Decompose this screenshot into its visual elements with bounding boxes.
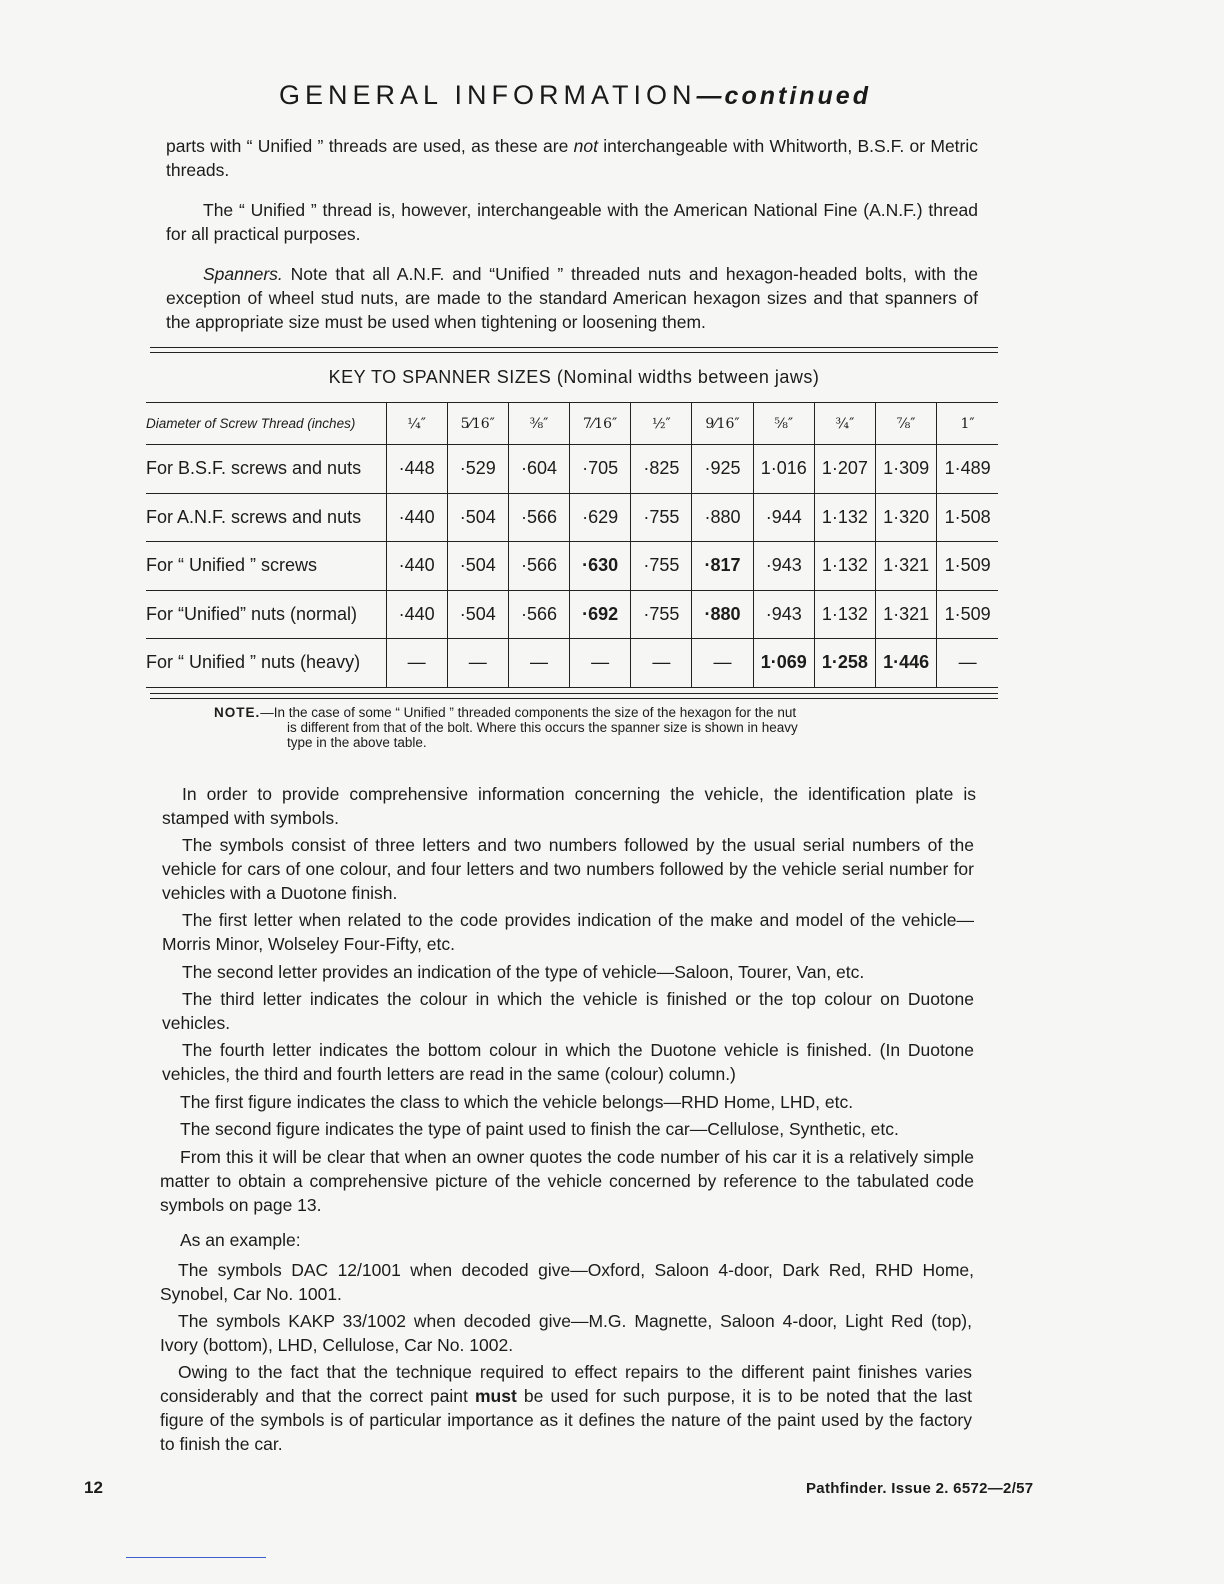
table-cell: 1·446: [876, 639, 937, 688]
table-cell: ·566: [508, 493, 569, 542]
table-cell: ·440: [386, 590, 447, 639]
table-cell: ·925: [692, 445, 753, 494]
table-top-rule-1: [150, 347, 998, 348]
table-cell: ·529: [447, 445, 508, 494]
table-cell: ·880: [692, 590, 753, 639]
title-main: GENERAL INFORMATION: [279, 80, 697, 110]
body-paragraph-8: The second figure indicates the type of paint used to finish the car—Cellulose, Synthetic, etc.: [180, 1119, 899, 1139]
table-cell: ·504: [447, 493, 508, 542]
row-label: For “Unified” nuts (normal): [146, 590, 386, 639]
table-cell: —: [570, 639, 631, 688]
intro-paragraph-1: [166, 134, 978, 182]
spanners-lead: Spanners.: [203, 264, 283, 284]
body-paragraph-1: In order to provide comprehensive information concerning the vehicle, the identification plate is stamped with symbols.: [162, 784, 976, 828]
note-lead: NOTE.: [214, 705, 261, 720]
size-header: 7⁄16″: [570, 403, 631, 445]
table-cell: ·440: [386, 542, 447, 591]
body-paragraph-11: The symbols DAC 12/1001 when decoded give—Oxford, Saloon 4-door, Dark Red, RHD Home, Synobel, Car No. 1001.: [160, 1260, 974, 1304]
table-cell: 1·508: [937, 493, 998, 542]
table-cell: 1·069: [753, 639, 814, 688]
table-cell: ·755: [631, 590, 692, 639]
intro-paragraph-3: [166, 262, 978, 334]
note-line-1: —In the case of some “ Unified ” threaded components the size of the hexagon for the nut: [260, 705, 797, 720]
table-cell: —: [692, 639, 753, 688]
body-paragraph-9: From this it will be clear that when an owner quotes the code number of his car it is a relatively simple matter to obtain a comprehensive picture of the vehicle concerned by reference to the tabulated code symbols on page 13.: [160, 1147, 974, 1215]
body-paragraph-3: The first letter when related to the code provides indication of the make and model of the vehicle—Morris Minor, Wolseley Four-Fifty, etc.: [162, 910, 974, 954]
table-row: [146, 542, 998, 591]
table-note: [214, 705, 934, 750]
table-cell: 1·509: [937, 542, 998, 591]
b13-emphasis: must: [475, 1386, 517, 1406]
body-paragraph-12: The symbols KAKP 33/1002 when decoded give—M.G. Magnette, Saloon 4-door, Light Red (top), Ivory (bottom), LHD, Cellulose, Car No. 1002.: [160, 1311, 972, 1355]
edge-mark: [126, 1557, 266, 1558]
table-cell: —: [447, 639, 508, 688]
table-cell: ·504: [447, 590, 508, 639]
table-row: [146, 639, 998, 688]
table-cell: 1·016: [753, 445, 814, 494]
size-header: 1″: [937, 403, 998, 445]
table-cell: ·440: [386, 493, 447, 542]
row-label: For B.S.F. screws and nuts: [146, 445, 386, 494]
table-cell: ·705: [570, 445, 631, 494]
title-continued: —continued: [696, 82, 871, 110]
intro-p1-text: parts with “ Unified ” threads are used, as these are: [166, 136, 574, 156]
table-cell: —: [386, 639, 447, 688]
intro-p1-emphasis: not: [573, 136, 598, 156]
table-cell: 1·132: [814, 493, 875, 542]
body-paragraph-5: The third letter indicates the colour in which the vehicle is finished or the top colour on Duotone vehicles.: [162, 989, 974, 1033]
size-header: ¼″: [386, 403, 447, 445]
body-paragraph-2: The symbols consist of three letters and two numbers followed by the usual serial numbers of the vehicle for cars of one colour, and four letters and two numbers followed by the vehicle serial number for vehicles with a Duotone finish.: [162, 835, 974, 903]
intro-paragraph-2: The “ Unified ” thread is, however, interchangeable with the American National Fine (A.N.F.) thread for all practical purposes.: [166, 200, 978, 244]
body-paragraph-4: The second letter provides an indication of the type of vehicle—Saloon, Tourer, Van, etc.: [182, 962, 865, 982]
table-body: [146, 445, 998, 688]
table-cell: ·504: [447, 542, 508, 591]
table-cell: 1·309: [876, 445, 937, 494]
table-cell: 1·321: [876, 590, 937, 639]
table-cell: ·629: [570, 493, 631, 542]
body-paragraph-7: The first figure indicates the class to which the vehicle belongs—RHD Home, LHD, etc.: [180, 1092, 854, 1112]
table-cell: 1·321: [876, 542, 937, 591]
table-cell: 1·509: [937, 590, 998, 639]
table-cell: —: [631, 639, 692, 688]
table-cell: ·944: [753, 493, 814, 542]
row-label: For A.N.F. screws and nuts: [146, 493, 386, 542]
body-paragraph-10: As an example:: [180, 1230, 301, 1250]
note-line-2: is different from that of the bolt. Where this occurs the spanner size is shown in heavy: [287, 720, 798, 735]
table-cell: 1·489: [937, 445, 998, 494]
table-cell: ·755: [631, 542, 692, 591]
body-paragraph-13: [160, 1360, 972, 1456]
table-cell: 1·207: [814, 445, 875, 494]
table-row: [146, 493, 998, 542]
table-cell: ·566: [508, 590, 569, 639]
table-cell: ·604: [508, 445, 569, 494]
row-label: For “ Unified ” nuts (heavy): [146, 639, 386, 688]
table-bottom-rule-2: [150, 698, 998, 699]
table-cell: ·943: [753, 542, 814, 591]
table-cell: ·880: [692, 493, 753, 542]
table-row: [146, 445, 998, 494]
size-header: ½″: [631, 403, 692, 445]
table-top-rule-2: [150, 352, 998, 353]
intro-p1-rest: interchangeable with Whitworth, B.S.F. or Metric threads.: [166, 136, 979, 180]
page-title: [0, 80, 1150, 111]
intro-p3-text: Note that all A.N.F. and “Unified ” threaded nuts and hexagon-headed bolts, with the exception of wheel stud nuts, are made to the standard American hexagon sizes and that spanners of the appropriate size must be used when tightening or loosening them.: [166, 264, 978, 332]
header-label: Diameter of Screw Thread (inches): [146, 403, 386, 445]
table-cell: 1·132: [814, 590, 875, 639]
table-cell: ·448: [386, 445, 447, 494]
row-label: For “ Unified ” screws: [146, 542, 386, 591]
table-header-row: [146, 403, 998, 445]
table-bottom-rule-1: [150, 693, 998, 694]
table-cell: ·817: [692, 542, 753, 591]
table-cell: —: [508, 639, 569, 688]
table-cell: ·692: [570, 590, 631, 639]
body-paragraph-6: The fourth letter indicates the bottom colour in which the Duotone vehicle is finished. (In Duotone vehicles, the third and fourth letters are read in the same (colour) column.): [162, 1040, 974, 1084]
table-cell: —: [937, 639, 998, 688]
size-header: 5⁄16″: [447, 403, 508, 445]
table-cell: ·755: [631, 493, 692, 542]
size-header: ⅝″: [753, 403, 814, 445]
table-cell: 1·132: [814, 542, 875, 591]
b13-text-b: be used for such purpose, it is to be noted that the last figure of the symbols is of particular importance as it defines the nature of the paint used by the factory to finish the car.: [160, 1386, 972, 1454]
table-cell: ·943: [753, 590, 814, 639]
table-cell: 1·258: [814, 639, 875, 688]
note-line-3: type in the above table.: [287, 735, 427, 750]
footer-reference: Pathfinder. Issue 2. 6572—2/57: [806, 1480, 1034, 1497]
table-cell: 1·320: [876, 493, 937, 542]
table-cell: ·825: [631, 445, 692, 494]
size-header: ¾″: [814, 403, 875, 445]
size-header: 9⁄16″: [692, 403, 753, 445]
size-header: ⅞″: [876, 403, 937, 445]
size-header: ⅜″: [508, 403, 569, 445]
b13-text-a: Owing to the fact that the technique required to effect repairs to the different paint finishes varies considerably and that the correct paint: [160, 1362, 972, 1406]
page-number: 12: [84, 1478, 103, 1497]
table-cell: ·566: [508, 542, 569, 591]
table-cell: ·630: [570, 542, 631, 591]
table-row: [146, 590, 998, 639]
table-caption: KEY TO SPANNER SIZES (Nominal widths between jaws): [328, 367, 820, 387]
spanner-sizes-table: [146, 402, 998, 688]
